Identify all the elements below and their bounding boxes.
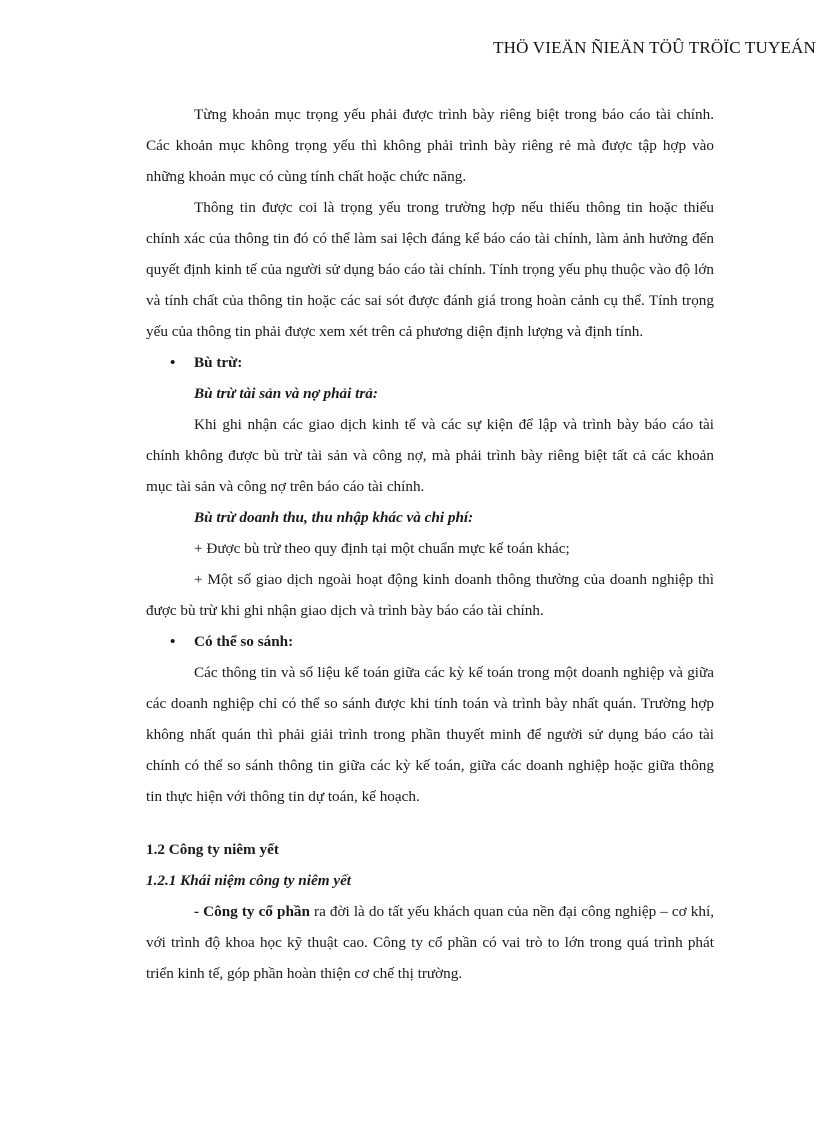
paragraph-materiality-items: Từng khoản mục trọng yếu phải được trình bày riêng biệt trong báo cáo tài chính. Các khoản mục không trọng yếu thì không phải trình bày riêng rẻ mà được tập hợp vào những khoản mục có cùng tính chất hoặc chức năng. bbox=[146, 106, 714, 185]
bullet-offsetting-label: Bù trừ: bbox=[194, 354, 243, 371]
paragraph-comparability: Các thông tin và số liệu kế toán giữa các kỳ kế toán trong một doanh nghiệp và giữa các doanh nghiệp chỉ có thể so sánh được khi tính toán và trình bày nhất quán. Trường hợp không nhất quán thì phải giải trình trong phần thuyết minh để người sử dụng báo cáo tài chính có thể so sánh thông tin giữa các kỳ kế toán, giữa các doanh nghiệp hoặc giữa thông tin thực hiện với thông tin dự toán, kế hoạch. bbox=[146, 664, 714, 805]
bullet-icon: • bbox=[170, 633, 176, 650]
section-heading: 1.2 Công ty niêm yết bbox=[146, 841, 279, 858]
page-header-title: THÖ VIEÄN ÑIEÄN TÖÛ TRÖÏC TUYEÁN bbox=[493, 38, 816, 57]
term-joint-stock-company: - Công ty cổ phần bbox=[194, 903, 310, 920]
document-body bbox=[146, 99, 714, 989]
paragraph-joint-stock-company bbox=[146, 896, 714, 989]
plus-item-2: + Một số giao dịch ngoài hoạt động kinh doanh thông thường của doanh nghiệp thì được bù trừ khi ghi nhận giao dịch và trình bày báo cáo tài chính. bbox=[146, 571, 714, 619]
subheading-revenue-expenses: Bù trừ doanh thu, thu nhập khác và chi phí: bbox=[194, 509, 474, 526]
paragraph-assets-liabilities: Khi ghi nhận các giao dịch kinh tế và các sự kiện để lập và trình bày báo cáo tài chính không được bù trừ tài sản và công nợ, mà phải trình bày riêng biệt tất cả các khoản mục tài sản và công nợ trên báo cáo tài chính. bbox=[146, 416, 714, 495]
paragraph-joint-stock-company-text: ra đời là do tất yếu khách quan của nền đại công nghiệp – cơ khí, với trình độ khoa học kỹ thuật cao. Công ty cổ phần có vai trò to lớn trong quá trình phát triển kinh tế, góp phần hoàn thiện cơ chế thị trường. bbox=[146, 903, 714, 982]
subsection-heading: 1.2.1 Khái niệm công ty niêm yết bbox=[146, 872, 352, 889]
subheading-assets-liabilities: Bù trừ tài sản và nợ phải trả: bbox=[194, 385, 378, 402]
bullet-offsetting bbox=[146, 347, 714, 378]
bullet-comparability bbox=[146, 626, 714, 657]
bullet-comparability-label: Có thể so sánh: bbox=[194, 633, 294, 650]
bullet-icon: • bbox=[170, 354, 176, 371]
plus-item-1: + Được bù trừ theo quy định tại một chuẩn mực kế toán khác; bbox=[194, 540, 570, 557]
paragraph-materiality-definition: Thông tin được coi là trọng yếu trong trường hợp nếu thiếu thông tin hoặc thiếu chính xác của thông tin đó có thể làm sai lệch đáng kể báo cáo tài chính, làm ảnh hưởng đến quyết định kinh tế của người sử dụng báo cáo tài chính. Tính trọng yếu phụ thuộc vào độ lớn và tính chất của thông tin hoặc các sai sót được đánh giá trong hoàn cảnh cụ thể. Tính trọng yếu của thông tin phải được xem xét trên cả phương diện định lượng và định tính. bbox=[146, 199, 714, 340]
